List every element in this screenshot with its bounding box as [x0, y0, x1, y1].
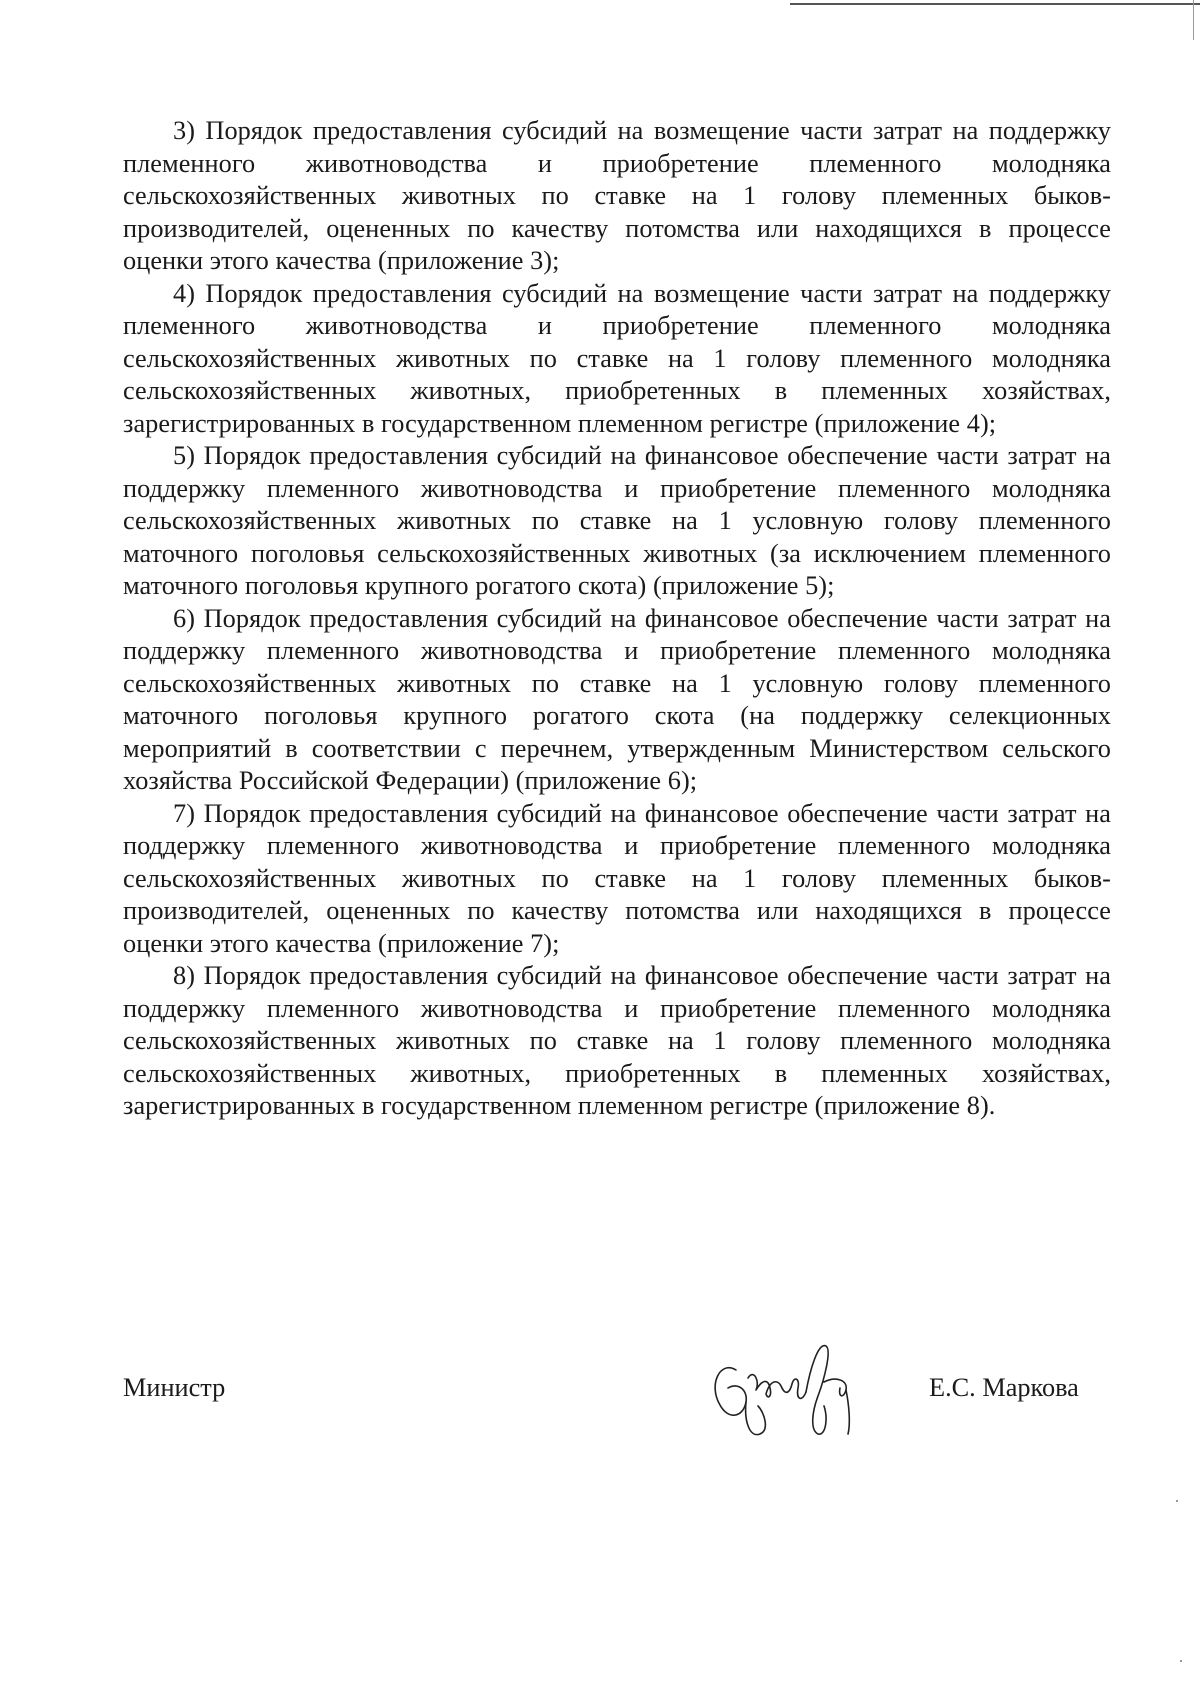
paragraph-item-5: 5) Порядок предоставления субсидий на финансовое обеспечение части затрат на поддержку племенного животноводства и приобретение племенного молодняка сельскохозяйственных животных по ставке на 1 условную голову племенного маточного поголовья сельскохозяйственных животных (за исключением племенного маточного поголовья крупного рогатого скота) (приложение 5); — [123, 441, 1111, 600]
document-body — [123, 115, 1111, 1123]
paragraph-item-7: 7) Порядок предоставления субсидий на финансовое обеспечение части затрат на поддержку племенного животноводства и приобретение племенного молодняка сельскохозяйственных животных по ставке на 1 голову племенных быков-производителей, оцененных по качеству потомства или находящихся в процессе оценки этого качества (приложение 7); — [123, 798, 1111, 958]
signatory-name: Е.С. Маркова — [929, 1373, 1079, 1402]
paragraph-item-8: 8) Порядок предоставления субсидий на финансовое обеспечение части затрат на поддержку племенного животноводства и приобретение племенного молодняка сельскохозяйственных животных по ставке на 1 голову племенного молодняка сельскохозяйственных животных, приобретенных в племенных хозяйствах, зарегистрированных в государственном племенном регистре (приложение 8). — [123, 961, 1111, 1120]
scan-edge-right — [1193, 0, 1194, 40]
paragraph-item-3: 3) Порядок предоставления субсидий на возмещение части затрат на поддержку племенного животноводства и приобретение племенного молодняка сельскохозяйственных животных по ставке на 1 голову племенных быков-производителей, оцененных по качеству потомства или находящихся в процессе оценки этого качества (приложение 3); — [123, 116, 1111, 275]
paragraph-item-6: 6) Порядок предоставления субсидий на финансовое обеспечение части затрат на поддержку племенного животноводства и приобретение племенного молодняка сельскохозяйственных животных по ставке на 1 условную голову племенного маточного поголовья крупного рогатого скота (на поддержку селекционных мероприятий в соответствии с перечнем, утвержденным Министерством сельского хозяйства Российской Федерации) (приложение 6); — [123, 603, 1111, 795]
signatory-title: Министр — [123, 1373, 226, 1402]
paragraph-item-4: 4) Порядок предоставления субсидий на возмещение части затрат на поддержку племенного животноводства и приобретение племенного молодняка сельскохозяйственных животных по ставке на 1 голову племенного молодняка сельскохозяйственных животных, приобретенных в племенных хозяйствах, зарегистрированных в государственном племенном регистре (приложение 4); — [123, 278, 1111, 438]
scan-speck — [1176, 1500, 1178, 1502]
scan-edge-top — [790, 3, 1200, 5]
scan-speck — [1180, 1660, 1182, 1662]
signature-block — [123, 1355, 1118, 1475]
handwritten-signature — [698, 1330, 898, 1445]
